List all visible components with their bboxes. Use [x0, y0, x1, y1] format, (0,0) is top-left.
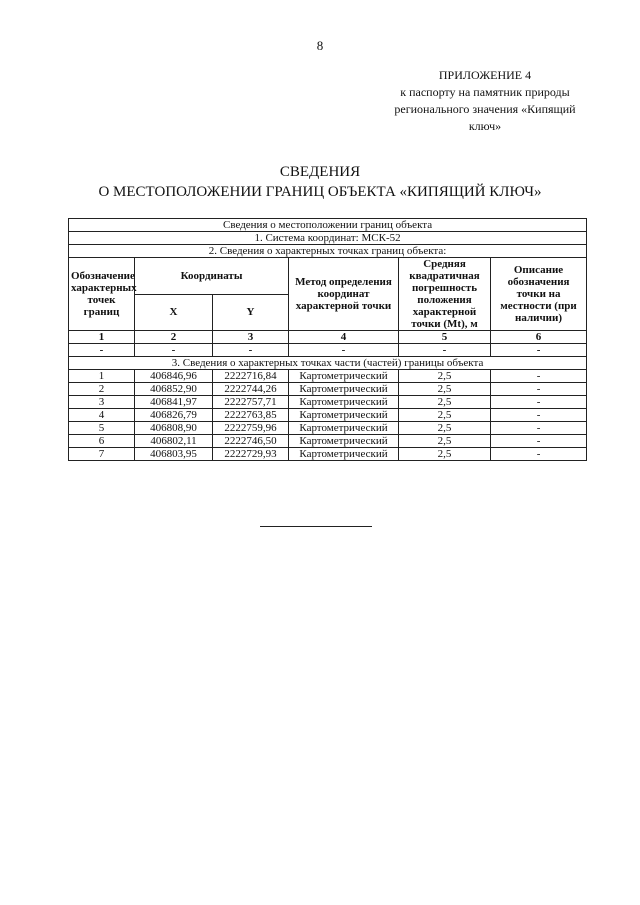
description: -: [491, 422, 587, 435]
table-row: [69, 370, 587, 383]
appendix-line-2: к паспорту на памятник природы: [400, 85, 570, 99]
coord-x: 406846,96: [135, 370, 213, 383]
column-number: 2: [135, 331, 213, 344]
coord-y: 2222759,96: [213, 422, 289, 435]
coord-x: 406803,95: [135, 448, 213, 461]
empty-cell: -: [69, 344, 135, 357]
coord-y: 2222757,71: [213, 396, 289, 409]
method: Картометрический: [289, 422, 399, 435]
table-row: [69, 422, 587, 435]
point-number: 7: [69, 448, 135, 461]
table-row: [69, 409, 587, 422]
point-number: 4: [69, 409, 135, 422]
table-section-title: Сведения о местоположении границ объекта: [69, 219, 587, 232]
header-accuracy: Средняя квадратичная погрешность положения характерной точки (Mt), м: [399, 258, 491, 331]
table-row: [69, 383, 587, 396]
document-title: [0, 162, 640, 202]
column-number: 6: [491, 331, 587, 344]
coord-x: 406841,97: [135, 396, 213, 409]
column-number: 1: [69, 331, 135, 344]
coordinates-table: [68, 218, 587, 461]
table-row: [69, 435, 587, 448]
coord-y: 2222744,26: [213, 383, 289, 396]
coord-y: 2222763,85: [213, 409, 289, 422]
empty-cell: -: [135, 344, 213, 357]
table-section-3: 3. Сведения о характерных точках части (частей) границы объекта: [69, 357, 587, 370]
point-number: 1: [69, 370, 135, 383]
accuracy: 2,5: [399, 396, 491, 409]
accuracy: 2,5: [399, 435, 491, 448]
coord-y: 2222746,50: [213, 435, 289, 448]
accuracy: 2,5: [399, 370, 491, 383]
description: -: [491, 409, 587, 422]
description: -: [491, 370, 587, 383]
table-section-title-row: [69, 219, 587, 232]
table-section-1-row: [69, 232, 587, 245]
table-section-3-row: [69, 357, 587, 370]
empty-row: [69, 344, 587, 357]
description: -: [491, 396, 587, 409]
accuracy: 2,5: [399, 422, 491, 435]
table-row: [69, 448, 587, 461]
column-number: 4: [289, 331, 399, 344]
coord-y: 2222729,93: [213, 448, 289, 461]
method: Картометрический: [289, 396, 399, 409]
method: Картометрический: [289, 448, 399, 461]
method: Картометрический: [289, 435, 399, 448]
accuracy: 2,5: [399, 448, 491, 461]
appendix-line-4: ключ»: [468, 119, 502, 133]
coord-x: 406802,11: [135, 435, 213, 448]
header-description: Описание обозначения точки на местности (при наличии): [491, 258, 587, 331]
header-point: Обозначение характерных точек границ: [69, 258, 135, 331]
table-section-2-row: [69, 245, 587, 258]
empty-cell: -: [491, 344, 587, 357]
description: -: [491, 435, 587, 448]
header-coordinates: Координаты: [135, 258, 289, 295]
point-number: 6: [69, 435, 135, 448]
column-numbers-row: [69, 331, 587, 344]
point-number: 3: [69, 396, 135, 409]
description: -: [491, 448, 587, 461]
accuracy: 2,5: [399, 383, 491, 396]
appendix-header: [380, 67, 590, 135]
table-header-row: [69, 258, 587, 295]
header-x: X: [135, 294, 213, 331]
page-number: 8: [316, 38, 324, 53]
method: Картометрический: [289, 383, 399, 396]
coord-y: 2222716,84: [213, 370, 289, 383]
table-section-1: 1. Система координат: МСК-52: [69, 232, 587, 245]
table-row: [69, 396, 587, 409]
title-line-2: О МЕСТОПОЛОЖЕНИИ ГРАНИЦ ОБЪЕКТА «КИПЯЩИЙ КЛЮЧ»: [98, 184, 542, 200]
empty-cell: -: [213, 344, 289, 357]
appendix-line-3: регионального значения «Кипящий: [394, 102, 576, 116]
coord-x: 406852,90: [135, 383, 213, 396]
accuracy: 2,5: [399, 409, 491, 422]
empty-cell: -: [289, 344, 399, 357]
column-number: 5: [399, 331, 491, 344]
header-method: Метод определения координат характерной точки: [289, 258, 399, 331]
empty-cell: -: [399, 344, 491, 357]
point-number: 5: [69, 422, 135, 435]
footer-divider: [260, 526, 372, 527]
method: Картометрический: [289, 370, 399, 383]
description: -: [491, 383, 587, 396]
coord-x: 406808,90: [135, 422, 213, 435]
coord-x: 406826,79: [135, 409, 213, 422]
header-y: Y: [213, 294, 289, 331]
table-section-2: 2. Сведения о характерных точках границ объекта:: [69, 245, 587, 258]
title-line-1: СВЕДЕНИЯ: [279, 164, 361, 180]
column-number: 3: [213, 331, 289, 344]
appendix-line-1: ПРИЛОЖЕНИЕ 4: [438, 68, 532, 82]
method: Картометрический: [289, 409, 399, 422]
point-number: 2: [69, 383, 135, 396]
